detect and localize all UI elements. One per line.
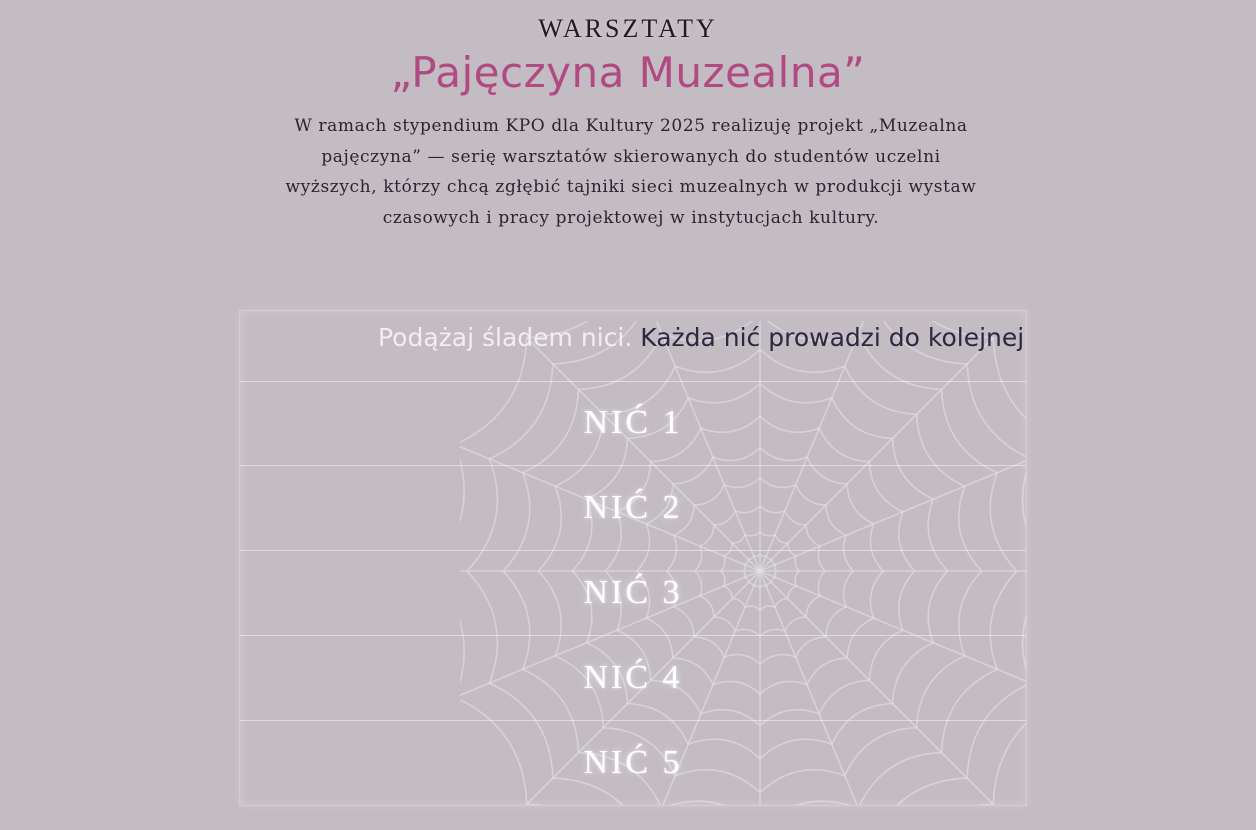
project-description: W ramach stypendium KPO dla Kultury 2025 realizuję projekt „Muzealna pajęczyna” — serię warsztatów skierowanych do studentów uczelni wyższych, którzy chcą zgłębić tajniki sieci muzealnych w produkcji wystaw czasowych i pracy projektowej w instytucjach kultury.	[285, 116, 977, 228]
thread-5-label: NIĆ 5	[583, 744, 683, 781]
thread-1-label: NIĆ 1	[583, 404, 683, 441]
marquee-banner	[240, 311, 1026, 382]
page-title: „Pajęczyna Muzealna”	[390, 48, 866, 97]
marquee-text	[378, 321, 1024, 355]
thread-1-button[interactable]	[240, 381, 1026, 466]
thread-5-button[interactable]	[240, 721, 1026, 805]
marquee-part-b: Każda nić prowadzi do kolejnej	[640, 323, 1025, 352]
thread-4-label: NIĆ 4	[583, 659, 683, 696]
thread-4-button[interactable]	[240, 636, 1026, 721]
thread-2-label: NIĆ 2	[583, 489, 683, 526]
threads-panel	[239, 310, 1027, 806]
section-eyebrow: WARSZTATY	[538, 14, 718, 43]
thread-2-button[interactable]	[240, 466, 1026, 551]
thread-3-label: NIĆ 3	[583, 574, 683, 611]
thread-3-button[interactable]	[240, 551, 1026, 636]
marquee-part-a: Podążaj śladem nici.	[378, 323, 633, 352]
